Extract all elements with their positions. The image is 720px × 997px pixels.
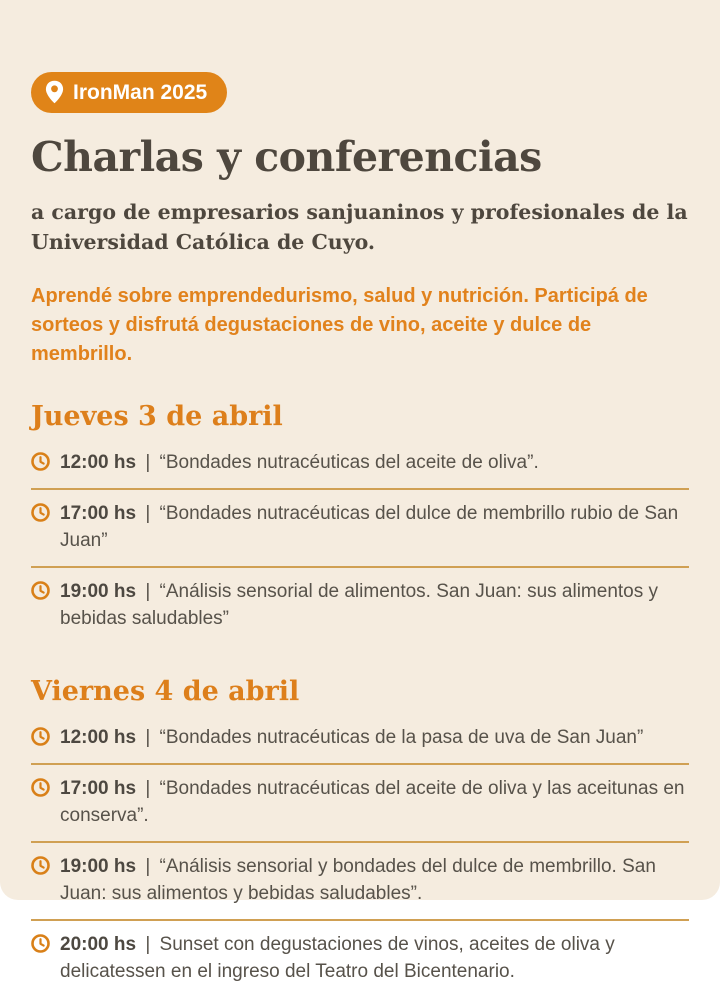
event-time: 19:00 hs (60, 856, 137, 878)
event-list (31, 439, 689, 644)
event-time: 12:00 hs (60, 727, 137, 749)
badge-label: IronMan 2025 (73, 80, 208, 104)
event-separator: | (140, 778, 156, 800)
page-title: Charlas y conferencias (31, 133, 542, 181)
event-row (31, 714, 689, 763)
event-text (60, 932, 689, 986)
event-separator: | (140, 502, 156, 524)
event-text (60, 725, 643, 752)
event-time: 17:00 hs (60, 502, 137, 524)
event-time: 20:00 hs (60, 934, 137, 955)
clock-icon (31, 581, 50, 605)
event-text (60, 501, 689, 555)
event-description: Sunset con degustaciones de vinos, aceites de oliva y delicatessen en el ingreso del Teatro del Bicentenario. (60, 934, 615, 982)
event-row (31, 439, 689, 488)
event-row (31, 566, 689, 644)
event-text (60, 450, 539, 477)
event-separator: | (140, 934, 156, 955)
day-section (31, 401, 689, 644)
event-separator: | (140, 856, 156, 878)
clock-icon (31, 452, 50, 476)
clock-icon (31, 778, 50, 802)
event-separator: | (140, 451, 156, 473)
event-list (31, 714, 689, 997)
day-heading: Viernes 4 de abril (31, 675, 300, 707)
event-time: 12:00 hs (60, 451, 137, 473)
location-pin-icon (45, 80, 64, 104)
event-text (60, 776, 689, 830)
schedule (31, 401, 689, 997)
event-description: “Análisis sensorial y bondades del dulce de membrillo. San Juan: sus alimentos y bebidas saludables”. (60, 856, 656, 905)
event-separator: | (140, 580, 156, 602)
day-section (31, 676, 689, 997)
day-heading: Jueves 3 de abril (31, 400, 283, 432)
event-description: “Bondades nutracéuticas del dulce de membrillo rubio de San Juan” (60, 502, 679, 551)
event-description: “Bondades nutracéuticas del aceite de oliva y las aceitunas en conserva”. (60, 778, 685, 827)
highlight-paragraph: Aprendé sobre emprendedurismo, salud y nutrición. Participá de sorteos y disfrutá degustaciones de vino, aceite y dulce de membrillo. (31, 284, 648, 365)
event-row (31, 763, 689, 841)
event-description: “Bondades nutracéuticas del aceite de oliva”. (159, 451, 539, 473)
subtitle: a cargo de empresarios sanjuaninos y profesionales de la Universidad Católica de Cuyo. (31, 200, 688, 254)
clock-icon (31, 503, 50, 527)
event-text (60, 579, 689, 633)
clock-icon (31, 727, 50, 751)
event-row (31, 919, 689, 997)
event-time: 17:00 hs (60, 778, 137, 800)
event-row (31, 841, 689, 919)
clock-icon (31, 934, 50, 958)
clock-icon (31, 856, 50, 880)
event-description: “Análisis sensorial de alimentos. San Juan: sus alimentos y bebidas saludables” (60, 580, 659, 629)
event-text (60, 854, 689, 908)
event-description: “Bondades nutracéuticas de la pasa de uva de San Juan” (159, 727, 644, 749)
event-separator: | (140, 727, 156, 749)
event-badge (31, 72, 227, 113)
event-row (31, 488, 689, 566)
event-time: 19:00 hs (60, 580, 137, 602)
